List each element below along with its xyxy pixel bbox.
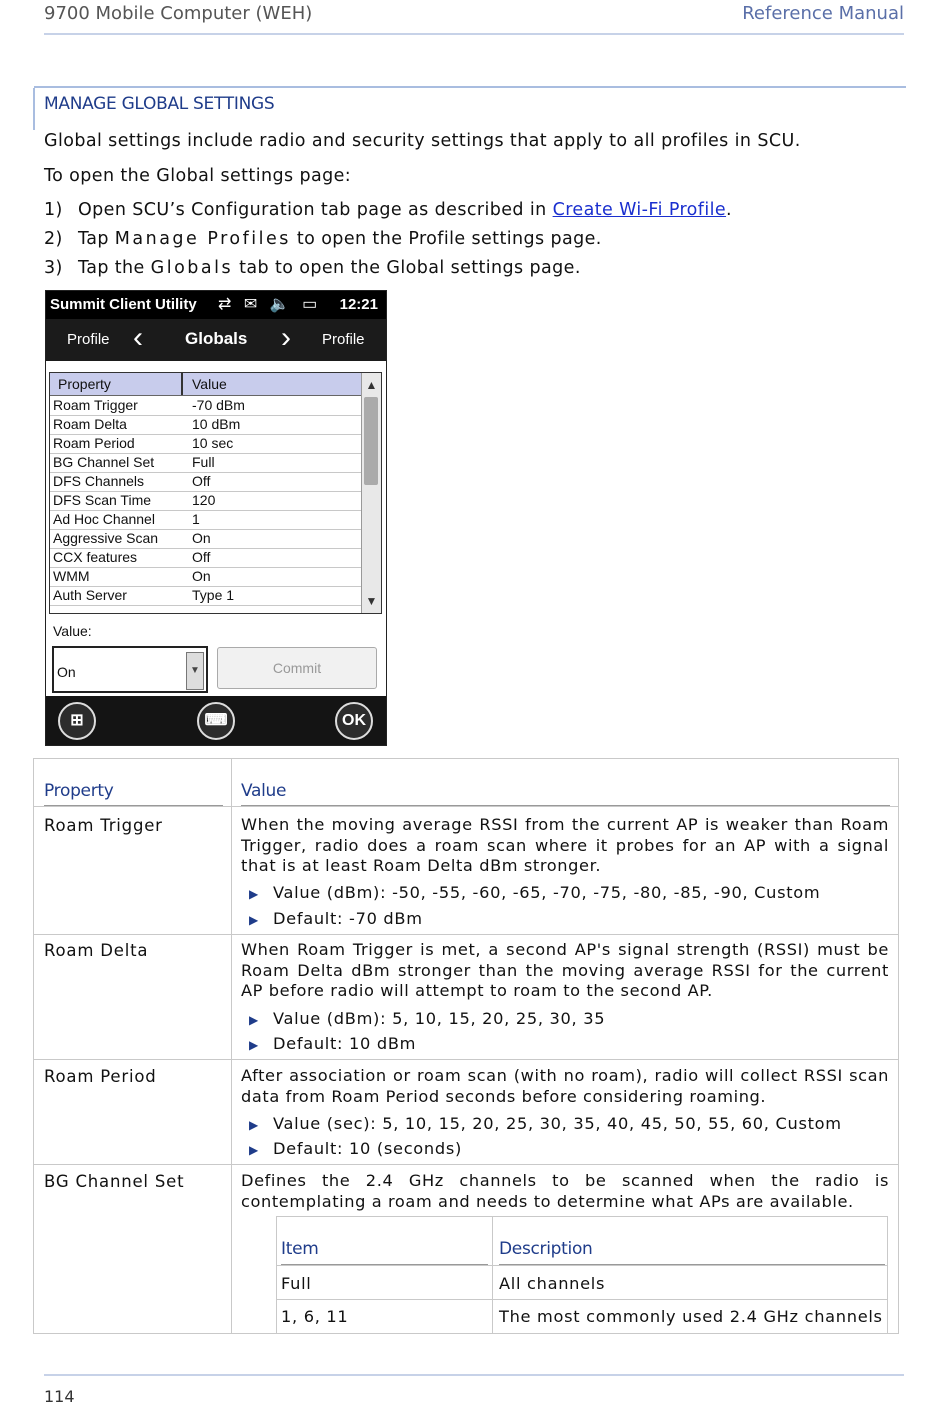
- table-row-description: When the moving average RSSI from the current AP is weaker than Roam Trigger, radio does a roam scan where it probes for an AP with a signal that is at least Roam Delta dBm stronger.: [241, 815, 889, 875]
- create-wifi-profile-link[interactable]: Create Wi-Fi Profile: [552, 200, 727, 220]
- list-item[interactable]: [50, 472, 363, 492]
- table-row-property: Roam Delta: [44, 941, 149, 960]
- list-item[interactable]: [50, 567, 363, 587]
- list-item-value: On: [192, 530, 211, 546]
- intro-text: Global settings include radio and security settings that apply to all profiles in SCU.: [44, 131, 801, 151]
- list-item-value: 120: [192, 492, 216, 508]
- list-item[interactable]: [50, 434, 363, 454]
- subtable-cell-item: 1, 6, 11: [281, 1307, 349, 1326]
- list-item-property: Roam Period: [53, 435, 135, 451]
- list-item-value: Full: [192, 454, 215, 470]
- bullet-item: [249, 883, 820, 902]
- tab-profile-right[interactable]: Profile: [322, 331, 365, 348]
- scroll-up-icon[interactable]: ▲: [365, 378, 378, 392]
- table-row-description: After association or roam scan (with no roam), radio will collect RSSI scan data from Roam Period seconds before considering roaming.: [241, 1066, 889, 1106]
- device-title-bar: [46, 291, 386, 319]
- step-text: .: [726, 200, 733, 220]
- list-item[interactable]: [50, 453, 363, 473]
- table-row-property: Roam Trigger: [44, 816, 163, 835]
- step-text: Open SCU’s Configuration tab page as described in: [78, 200, 553, 220]
- list-item-property: CCX features: [53, 549, 138, 565]
- list-item[interactable]: [50, 586, 363, 606]
- list-item-property: DFS Scan Time: [53, 492, 152, 508]
- list-item-property: Auth Server: [53, 587, 127, 603]
- step-text: Tap: [78, 229, 115, 249]
- subtable-header-description: Description: [499, 1239, 593, 1259]
- device-app-title: Summit Client Utility: [50, 296, 197, 313]
- bullet-arrow-icon: ▶: [249, 1118, 259, 1132]
- bullet-item: [249, 1139, 462, 1158]
- list-item-property: DFS Channels: [53, 473, 145, 489]
- table-row-property: BG Channel Set: [44, 1172, 185, 1191]
- step-number: 2): [44, 229, 63, 249]
- list-item[interactable]: [50, 510, 363, 530]
- list-item-value: On: [192, 568, 211, 584]
- bullet-text: Value (dBm): -50, -55, -60, -65, -70, -75, -80, -85, -90, Custom: [273, 883, 821, 902]
- value-dropdown[interactable]: [52, 646, 208, 693]
- bullet-item: [249, 1034, 416, 1053]
- list-scrollbar[interactable]: [361, 373, 381, 613]
- bg-channel-subtable: [276, 1216, 888, 1334]
- header-manual-title: Reference Manual: [742, 3, 904, 24]
- list-item-value: 10 sec: [192, 435, 234, 451]
- bullet-text: Default: -70 dBm: [273, 909, 423, 928]
- section-bar: [33, 88, 35, 130]
- list-header: [50, 373, 363, 396]
- commit-button[interactable]: Commit: [217, 647, 377, 689]
- step-2: [44, 229, 602, 249]
- table-header-property: Property: [44, 781, 114, 801]
- step-1: [44, 200, 732, 220]
- table-row-description: When Roam Trigger is met, a second AP's signal strength (RSSI) must be Roam Delta dBm stronger than the moving average RSSI for the current AP before radio will attempt to roam to the second AP.: [241, 940, 889, 1000]
- list-item[interactable]: [50, 491, 363, 511]
- step-text: Tap the: [78, 258, 151, 278]
- list-item-property: Roam Trigger: [53, 397, 138, 413]
- table-row-description: Defines the 2.4 GHz channels to be scanned when the radio is contemplating a roam and needs to determine what APs are available.: [241, 1171, 889, 1211]
- bullet-arrow-icon: ▶: [249, 887, 259, 901]
- row-divider: [34, 1059, 898, 1060]
- step-emphasis: Manage Profiles: [114, 229, 291, 249]
- list-item-value: Type 1: [192, 587, 235, 603]
- bullet-arrow-icon: ▶: [249, 1013, 259, 1027]
- footer-rule: [44, 1374, 904, 1376]
- globals-property-list: [49, 372, 382, 614]
- row-divider: [34, 1164, 898, 1165]
- table-column-divider: [231, 759, 232, 1333]
- lead-text: To open the Global settings page:: [44, 166, 352, 186]
- table-header-value: Value: [241, 781, 287, 801]
- status-icons: ⇄ ✉ 🔈 ▭: [218, 296, 322, 313]
- subtable-column-divider: [492, 1217, 493, 1333]
- subtable-header-item: Item: [281, 1239, 319, 1259]
- subtable-cell-description: The most commonly used 2.4 GHz channels: [499, 1307, 883, 1326]
- value-label: Value:: [53, 623, 92, 639]
- list-item[interactable]: [50, 529, 363, 549]
- bullet-arrow-icon: ▶: [249, 1143, 259, 1157]
- step-3: [44, 258, 581, 278]
- bullet-item: [249, 909, 423, 928]
- list-item-property: WMM: [53, 568, 90, 584]
- section-rule: [34, 86, 906, 88]
- header-rule: [44, 33, 904, 35]
- list-item-property: Ad Hoc Channel: [53, 511, 155, 527]
- step-text: tab to open the Global settings page.: [233, 258, 581, 278]
- windows-start-icon[interactable]: ⊞: [58, 702, 96, 740]
- scrollbar-thumb[interactable]: [364, 397, 378, 485]
- list-item-value: 1: [192, 511, 200, 527]
- device-tab-nav: [46, 319, 386, 361]
- value-dropdown-selected: On: [57, 664, 76, 680]
- list-item[interactable]: [50, 415, 363, 435]
- bullet-arrow-icon: ▶: [249, 1038, 259, 1052]
- page-number: 114: [44, 1387, 75, 1406]
- list-item-value: Off: [192, 549, 211, 565]
- list-item[interactable]: [50, 548, 363, 568]
- ok-button[interactable]: OK: [335, 702, 373, 740]
- device-screenshot: [45, 290, 387, 746]
- keyboard-icon[interactable]: ⌨: [197, 702, 235, 740]
- device-time: 12:21: [339, 296, 378, 313]
- device-bottom-bar: [46, 696, 386, 746]
- bullet-text: Value (dBm): 5, 10, 15, 20, 25, 30, 35: [273, 1009, 606, 1028]
- bullet-text: Value (sec): 5, 10, 15, 20, 25, 30, 35, 40, 45, 50, 55, 60, Custom: [273, 1114, 842, 1133]
- tab-globals[interactable]: Globals: [185, 329, 248, 348]
- chevron-down-icon[interactable]: ▼: [186, 652, 204, 690]
- step-text: to open the Profile settings page.: [290, 229, 602, 249]
- row-divider: [34, 806, 898, 807]
- bullet-item: [249, 1009, 605, 1028]
- list-header-property[interactable]: Property: [50, 373, 183, 395]
- list-item-property: Aggressive Scan: [53, 530, 159, 546]
- list-header-value[interactable]: Value: [192, 376, 227, 392]
- table-row-property: Roam Period: [44, 1067, 157, 1086]
- list-item[interactable]: [50, 396, 363, 416]
- list-item-property: BG Channel Set: [53, 454, 155, 470]
- subtable-cell-description: All channels: [499, 1274, 606, 1293]
- row-divider: [34, 934, 898, 935]
- list-item-value: Off: [192, 473, 211, 489]
- chevron-left-icon[interactable]: ‹: [133, 321, 143, 354]
- list-item-value: 10 dBm: [192, 416, 241, 432]
- list-item-property: Roam Delta: [53, 416, 127, 432]
- step-number: 1): [44, 200, 63, 220]
- scroll-down-icon[interactable]: ▼: [365, 594, 378, 608]
- bullet-arrow-icon: ▶: [249, 913, 259, 927]
- list-item-value: -70 dBm: [192, 397, 245, 413]
- chevron-right-icon[interactable]: ›: [281, 321, 291, 354]
- row-divider: [277, 1265, 887, 1266]
- bullet-text: Default: 10 dBm: [273, 1034, 417, 1053]
- step-emphasis: Globals: [150, 258, 234, 278]
- bullet-item: [249, 1114, 842, 1133]
- section-title: MANAGE GLOBAL SETTINGS: [44, 94, 275, 114]
- header-doc-title: 9700 Mobile Computer (WEH): [44, 3, 313, 24]
- bullet-text: Default: 10 (seconds): [273, 1139, 462, 1158]
- step-number: 3): [44, 258, 63, 278]
- tab-profile-left[interactable]: Profile: [67, 331, 110, 348]
- subtable-cell-item: Full: [281, 1274, 312, 1293]
- properties-table: [33, 758, 899, 1334]
- row-divider: [277, 1299, 887, 1300]
